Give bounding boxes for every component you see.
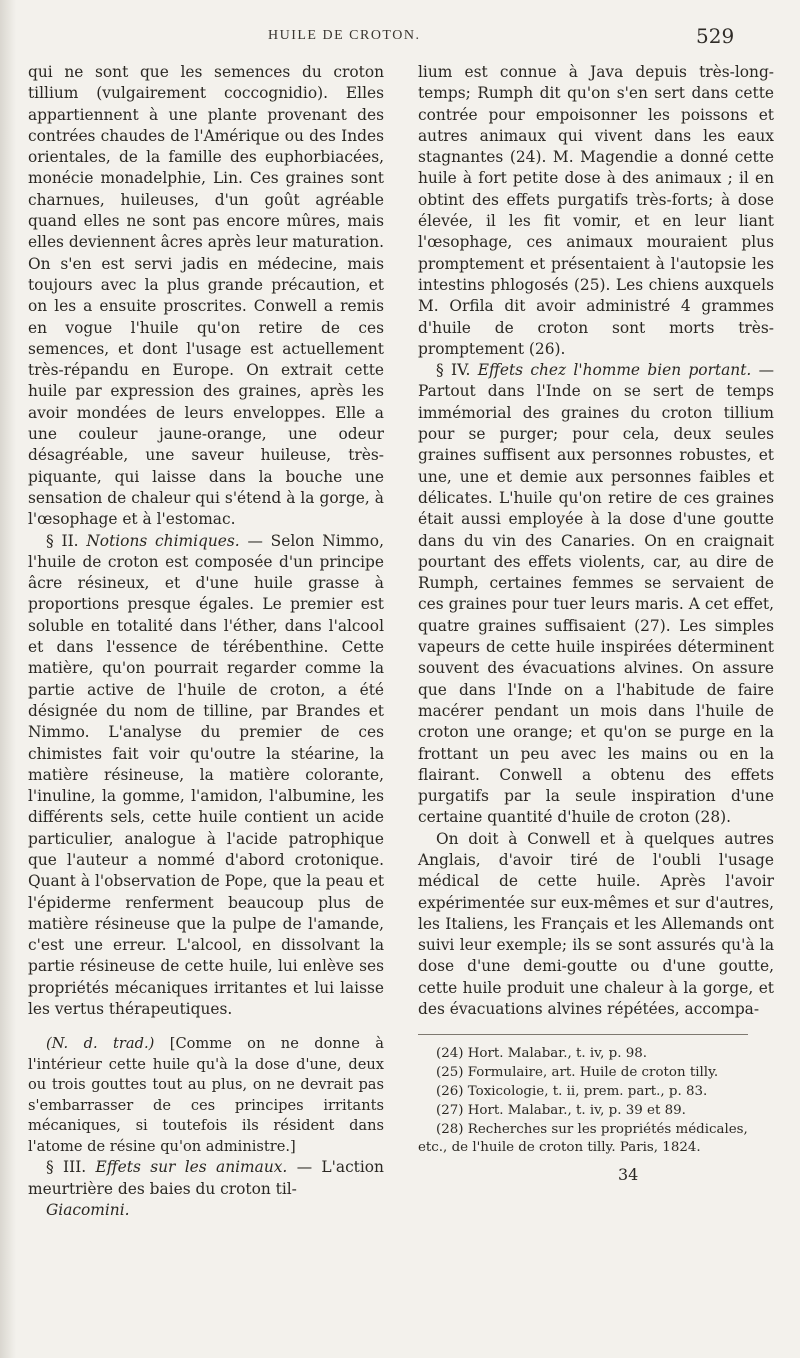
section-title: Notions chimiques. [86, 531, 240, 550]
paragraph: On doit à Conwell et à quelques autres Anglais, d'avoir tiré de l'oubli l'usage médical de cette huile. Après l'avoir expérimentée sur eux-mêmes et sur d'autres, les Italiens, les Français et les Allemands ont suivi leur exemple; ils se sont assurés qu'à la dose d'une demi-goutte ou d'une goutte, cette huile produit une chaleur à la gorge, et des évacuations alvines répétées, accompa- [418, 829, 774, 1019]
section-text: — L'action meurtrière des baies du croton til- [28, 1158, 384, 1198]
section-notions-chimiques [28, 531, 384, 1021]
paragraph: qui ne sont que les semences du croton tillium (vulgairement coccognidio). Elles appartiennent à une plante provenant des contrées chaudes de l'Amérique ou des Indes orientales, de la famille des euphorbiacées, monécie monadelphie, Lin. Ces graines sont charnues, huileuses, d'un goût agréable quand elles ne sont pas encore mûres, mais elles deviennent âcres après leur maturation. On s'en est servi jadis en médecine, mais toujours avec la plus grande précaution, et on les a ensuite proscrites. Conwell a remis en vogue l'huile qu'on retire de ces semences, et dont l'usage est actuellement très-répandu en Europe. On extrait cette huile par expression des graines, après les avoir mondées de leurs enveloppes. Elle a une couleur jaune-orange, une odeur désagréable, une saveur huileuse, très-piquante, qui laisse dans la bouche une sensation de chaleur qui s'étend à la gorge, à l'œsophage et à l'estomac. [28, 63, 384, 529]
note-text: [Comme on ne donne à l'intérieur cette huile qu'à la dose d'une, deux ou trois gouttes tout au plus, on ne devrait pas s'embarrasser de ces principes irritants mécaniques, si toutefois ils résident dans l'atome de résine qu'on administre.] [28, 1035, 385, 1155]
section-effets-homme [418, 360, 774, 829]
section-title: Effets sur les animaux. [95, 1158, 288, 1177]
section-text: — Selon Nimmo, l'huile de croton est composée d'un principe âcre résineux, et d'une huile grasse à proportions presque égales. Le premier est soluble en totalité dans l'éther, dans l'alcool et dans l'essence de térébenthine. Cette matière, qu'on pourrait regarder comme la partie active de l'huile de croton, a été désignée du nom de tilline, par Brandes et Nimmo. L'analyse du premier de ces chimistes fait voir qu'outre la stéarine, la matière résineuse, la matière colorante, l'inuline, la gomme, l'amidon, l'albumine, les différents sels, cette huile contient un acide particulier, analogue à l'acide patrophique que l'auteur a nommé d'abord crotonique. Quant à l'observation de Pope, que la peau et l'épiderme renferment beaucoup plus de matière résineuse que la pulpe de l'amande, c'est une erreur. L'alcool, en dissolvant la partie résineuse de cette huile, lui enlève ses propriétés mécaniques irritantes et lui laisse les vertus thérapeutiques. [28, 531, 384, 1019]
page-gutter-shadow [0, 0, 16, 1358]
section-effets-animaux [28, 1157, 384, 1200]
translator-note [28, 1034, 384, 1157]
author-name: Giacomini. [46, 1200, 130, 1219]
paragraph: lium est connue à Java depuis très-long-temps; Rumph dit qu'on s'en sert dans cette contrée pour empoisonner les poissons et autres animaux qui vivent dans les eaux stagnantes (24). M. Magendie a donné cette huile à fort petite dose à des animaux ; il en obtint des effets purgatifs très-forts; à dose élevée, il les fit vomir, et en leur liant l'œsophage, ces animaux mouraient plus promptement et présentaient à l'autopsie les intestins phlogosés (25). Les chiens auxquels M. Orfila dit avoir administré 4 grammes d'huile de croton sont morts très-promptement (26). [418, 63, 774, 358]
page-header [0, 24, 800, 58]
footnote: (24) Hort. Malabar., t. iv, p. 98. [436, 1046, 648, 1062]
printer-signature: 34 [618, 1165, 639, 1185]
section-label: § IV. [436, 361, 471, 380]
footnote: (25) Formulaire, art. Huile de croton tilly. [436, 1065, 719, 1081]
footnote: (28) Recherches sur les propriétés médicales, etc., de l'huile de croton tilly. Paris, 1824. [418, 1121, 748, 1156]
footnote: (26) Toxicologie, t. ii, prem. part., p. 83. [436, 1083, 708, 1099]
footnote: (27) Hort. Malabar., t. iv, p. 39 et 89. [436, 1102, 686, 1118]
running-head: HUILE DE CROTON. [268, 28, 421, 43]
footnote-divider [418, 1034, 748, 1035]
footnotes [418, 1045, 774, 1158]
note-label: (N. d. trad.) [46, 1035, 155, 1053]
section-label: § III. [46, 1158, 87, 1177]
section-text: — Partout dans l'Inde on se sert de temps immémorial des graines du croton tillium pour se purger; pour cela, deux seules graines suffisent aux personnes robustes, et une, une et demie aux personnes faibles et délicates. L'huile qu'on retire de ces graines était aussi employée à la dose d'une goutte dans du vin des Canaries. On en craignait pourtant des effets violents, car, au dire de Rumph, certaines femmes se servaient de ces graines pour tuer leurs maris. A cet effet, quatre graines suffisaient (27). Les simples vapeurs de cette huile inspirées déterminent souvent des évacuations alvines. On assure que dans l'Inde on a l'habitude de faire macérer pendant un mois dans l'huile de croton une orange; et qu'on se purge en la frottant un peu avec les mains ou en la flairant. Conwell a obtenu des effets purgatifs par la seule inspiration d'une certaine quantité d'huile de croton (28). [418, 361, 774, 827]
right-column [418, 62, 774, 1185]
page-number: 529 [696, 24, 735, 48]
section-title: Effets chez l'homme bien portant. [477, 361, 752, 380]
left-column [28, 62, 384, 1221]
section-label: § II. [46, 531, 79, 550]
